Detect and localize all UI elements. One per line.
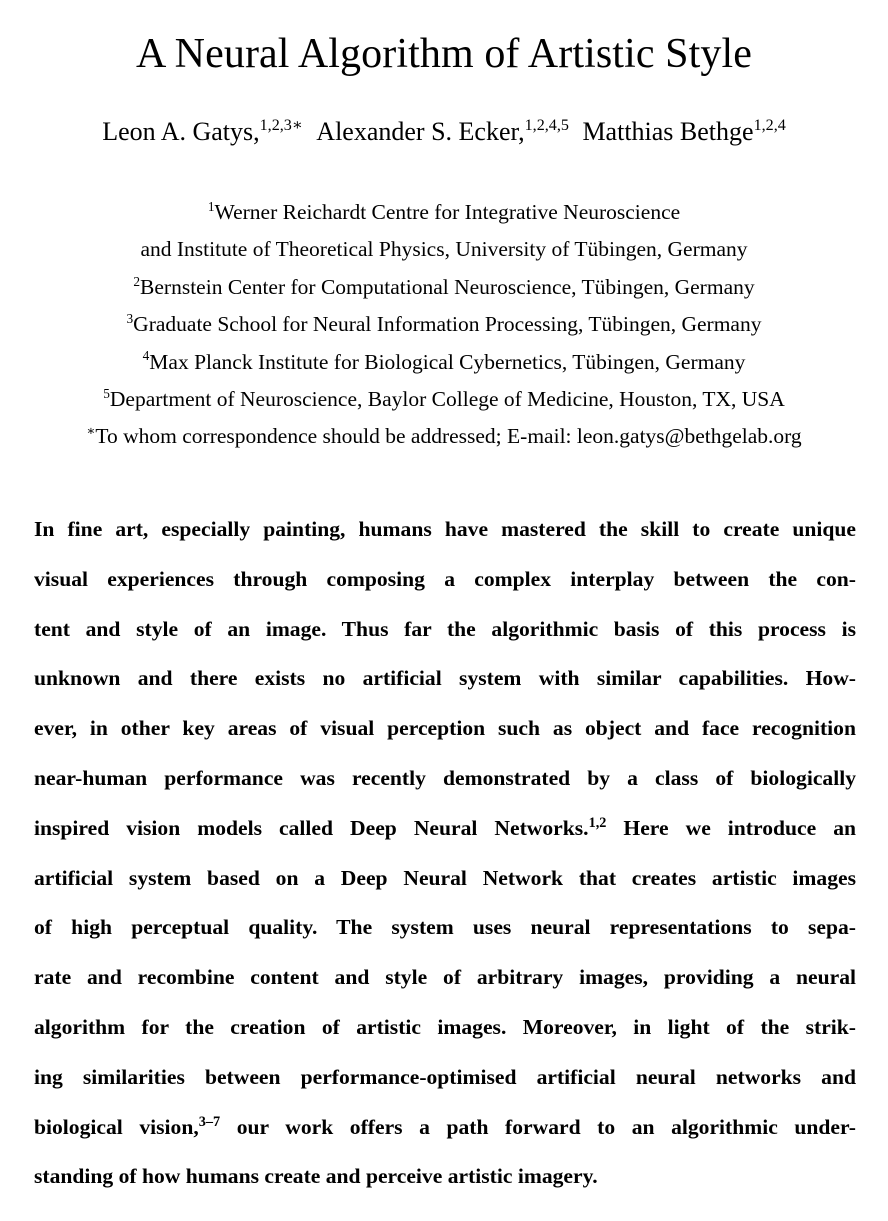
abstract-text: rate and recombine content and style of arbitrary images, providing a neural [34,965,856,990]
correspondence-text: To whom correspondence should be addressed; E-mail: leon.gatys@bethgelab.org [95,424,802,449]
abstract-line [34,1053,856,1103]
abstract-line [34,953,856,1003]
citation-mark: 1,2 [588,814,607,831]
affiliation-line [0,269,888,306]
affiliation-text: Max Planck Institute for Biological Cybernetics, Tübingen, Germany [149,349,746,374]
abstract-line [34,704,856,754]
abstract-line [34,804,856,854]
author-bethge [582,117,785,146]
author-list [0,114,888,150]
affiliation-mark: 4 [142,348,150,364]
author-name: Matthias Bethge [582,117,754,146]
affiliation-mark: 3 [126,310,134,326]
abstract-text: tent and style of an image. Thus far the algorithmic basis of this process is [34,616,856,641]
abstract-line [34,1003,856,1053]
affiliation-line [0,194,888,231]
paper-title: A Neural Algorithm of Artistic Style [135,31,753,77]
author-affiliation-marks: 1,2,4,5 [524,117,569,135]
affiliation-mark: 2 [133,273,141,289]
abstract-text: standing of how humans create and perceive artistic imagery. [34,1164,598,1189]
affiliation-text: Department of Neuroscience, Baylor College of Medicine, Houston, TX, USA [109,387,785,412]
correspondence-line [0,418,888,455]
affiliation-line [0,306,888,343]
abstract-line [34,1103,856,1153]
abstract-text: unknown and there exists no artificial system with similar capabilities. How- [34,666,856,691]
affiliation-text: Werner Reichardt Centre for Integrative Neuroscience [214,200,681,224]
abstract-text: biological vision, [34,1114,199,1139]
abstract-text: ing similarities between performance-optimised artificial neural networks and [34,1064,856,1089]
abstract [34,505,856,1202]
abstract-text: of high perceptual quality. The system uses neural representations to sepa- [34,915,856,940]
affiliation-text: and Institute of Theoretical Physics, University of Tübingen, Germany [140,237,748,262]
author-gatys [102,117,303,146]
author-ecker [316,117,569,146]
abstract-text: ever, in other key areas of visual perception such as object and face recognition [34,716,856,741]
author-affiliation-marks: 1,2,4 [753,117,786,135]
affiliation-line [0,344,888,381]
affiliation-text: Bernstein Center for Computational Neuroscience, Tübingen, Germany [140,274,755,299]
abstract-line [34,605,856,655]
abstract-text: algorithm for the creation of artistic images. Moreover, in light of the strik- [34,1014,856,1039]
affiliation-line [0,231,888,268]
author-name: Leon A. Gatys, [102,117,260,146]
abstract-line [34,555,856,605]
affiliation-mark: 1 [207,198,215,214]
affiliation-list [0,194,888,456]
affiliation-line [0,381,888,418]
citation-mark: 3–7 [198,1113,221,1130]
abstract-line [34,654,856,704]
author-name: Alexander S. Ecker, [316,117,525,146]
abstract-text: inspired vision models called Deep Neural Networks. [34,815,589,840]
abstract-line [34,903,856,953]
abstract-text: In fine art, especially painting, humans have mastered the skill to create unique [34,517,856,541]
abstract-line [34,1152,856,1202]
abstract-line [34,505,856,555]
abstract-text: near-human performance was recently demonstrated by a class of biologically [34,765,856,790]
correspondence-mark: ∗ [86,423,96,439]
abstract-line [34,854,856,904]
abstract-text: artificial system based on a Deep Neural Network that creates artistic images [34,865,856,890]
abstract-text: our work offers a path forward to an algorithmic under- [220,1114,856,1139]
author-affiliation-marks: 1,2,3∗ [259,117,303,135]
abstract-line [34,754,856,804]
affiliation-text: Graduate School for Neural Information Processing, Tübingen, Germany [133,312,762,337]
abstract-text: visual experiences through composing a complex interplay between the con- [34,566,856,591]
abstract-text: Here we introduce an [606,815,857,840]
affiliation-mark: 5 [103,385,110,401]
